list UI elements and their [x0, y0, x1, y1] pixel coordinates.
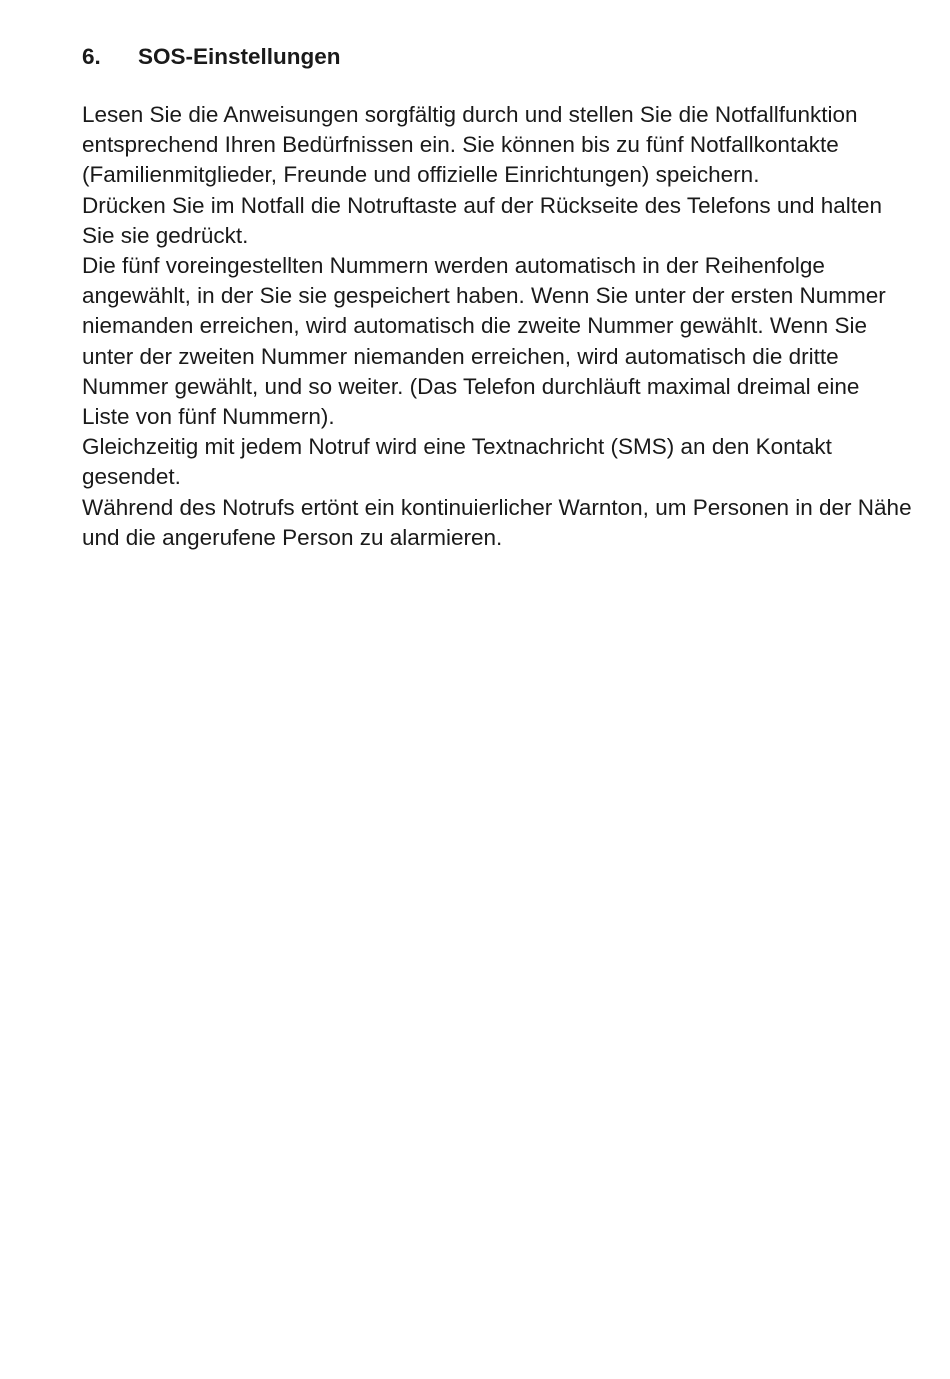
paragraph-warning-tone: Während des Notrufs ertönt ein kontinuierlicher Warnton, um Personen in der Nähe und die angerufene Person zu alarmieren. [82, 494, 912, 550]
paragraph-sms: Gleichzeitig mit jedem Notruf wird eine Textnachricht (SMS) an den Kontakt gesendet. [82, 434, 832, 490]
paragraph-instructions: Lesen Sie die Anweisungen sorgfältig durch und stellen Sie die Notfallfunktion entsprechend Ihren Bedürfnissen ein. Sie können bis zu fünf Notfallkontakte (Familienmitglieder, Freunde und offizielle Einrichtungen) speichern. [82, 102, 858, 188]
paragraph-emergency-button: Drücken Sie im Notfall die Notruftaste auf der Rückseite des Telefons und halten Sie sie gedrückt. [82, 192, 883, 248]
section-heading [82, 40, 912, 74]
section-number: 6. [82, 44, 101, 69]
paragraph-dial-sequence: Die fünf voreingestellten Nummern werden automatisch in der Reihenfolge angewählt, in der Sie sie gespeichert haben. Wenn Sie unter der ersten Nummer niemanden erreichen, wird automatisch die zweite Nummer gewählt. Wenn Sie unter der zweiten Nummer niemanden erreichen, wird automatisch die dritte Nummer gewählt, und so weiter. (Das Telefon durchläuft maximal dreimal eine Liste von fünf Nummern). [82, 253, 886, 430]
section-title: SOS-Einstellungen [138, 44, 341, 69]
document-page [82, 40, 912, 553]
